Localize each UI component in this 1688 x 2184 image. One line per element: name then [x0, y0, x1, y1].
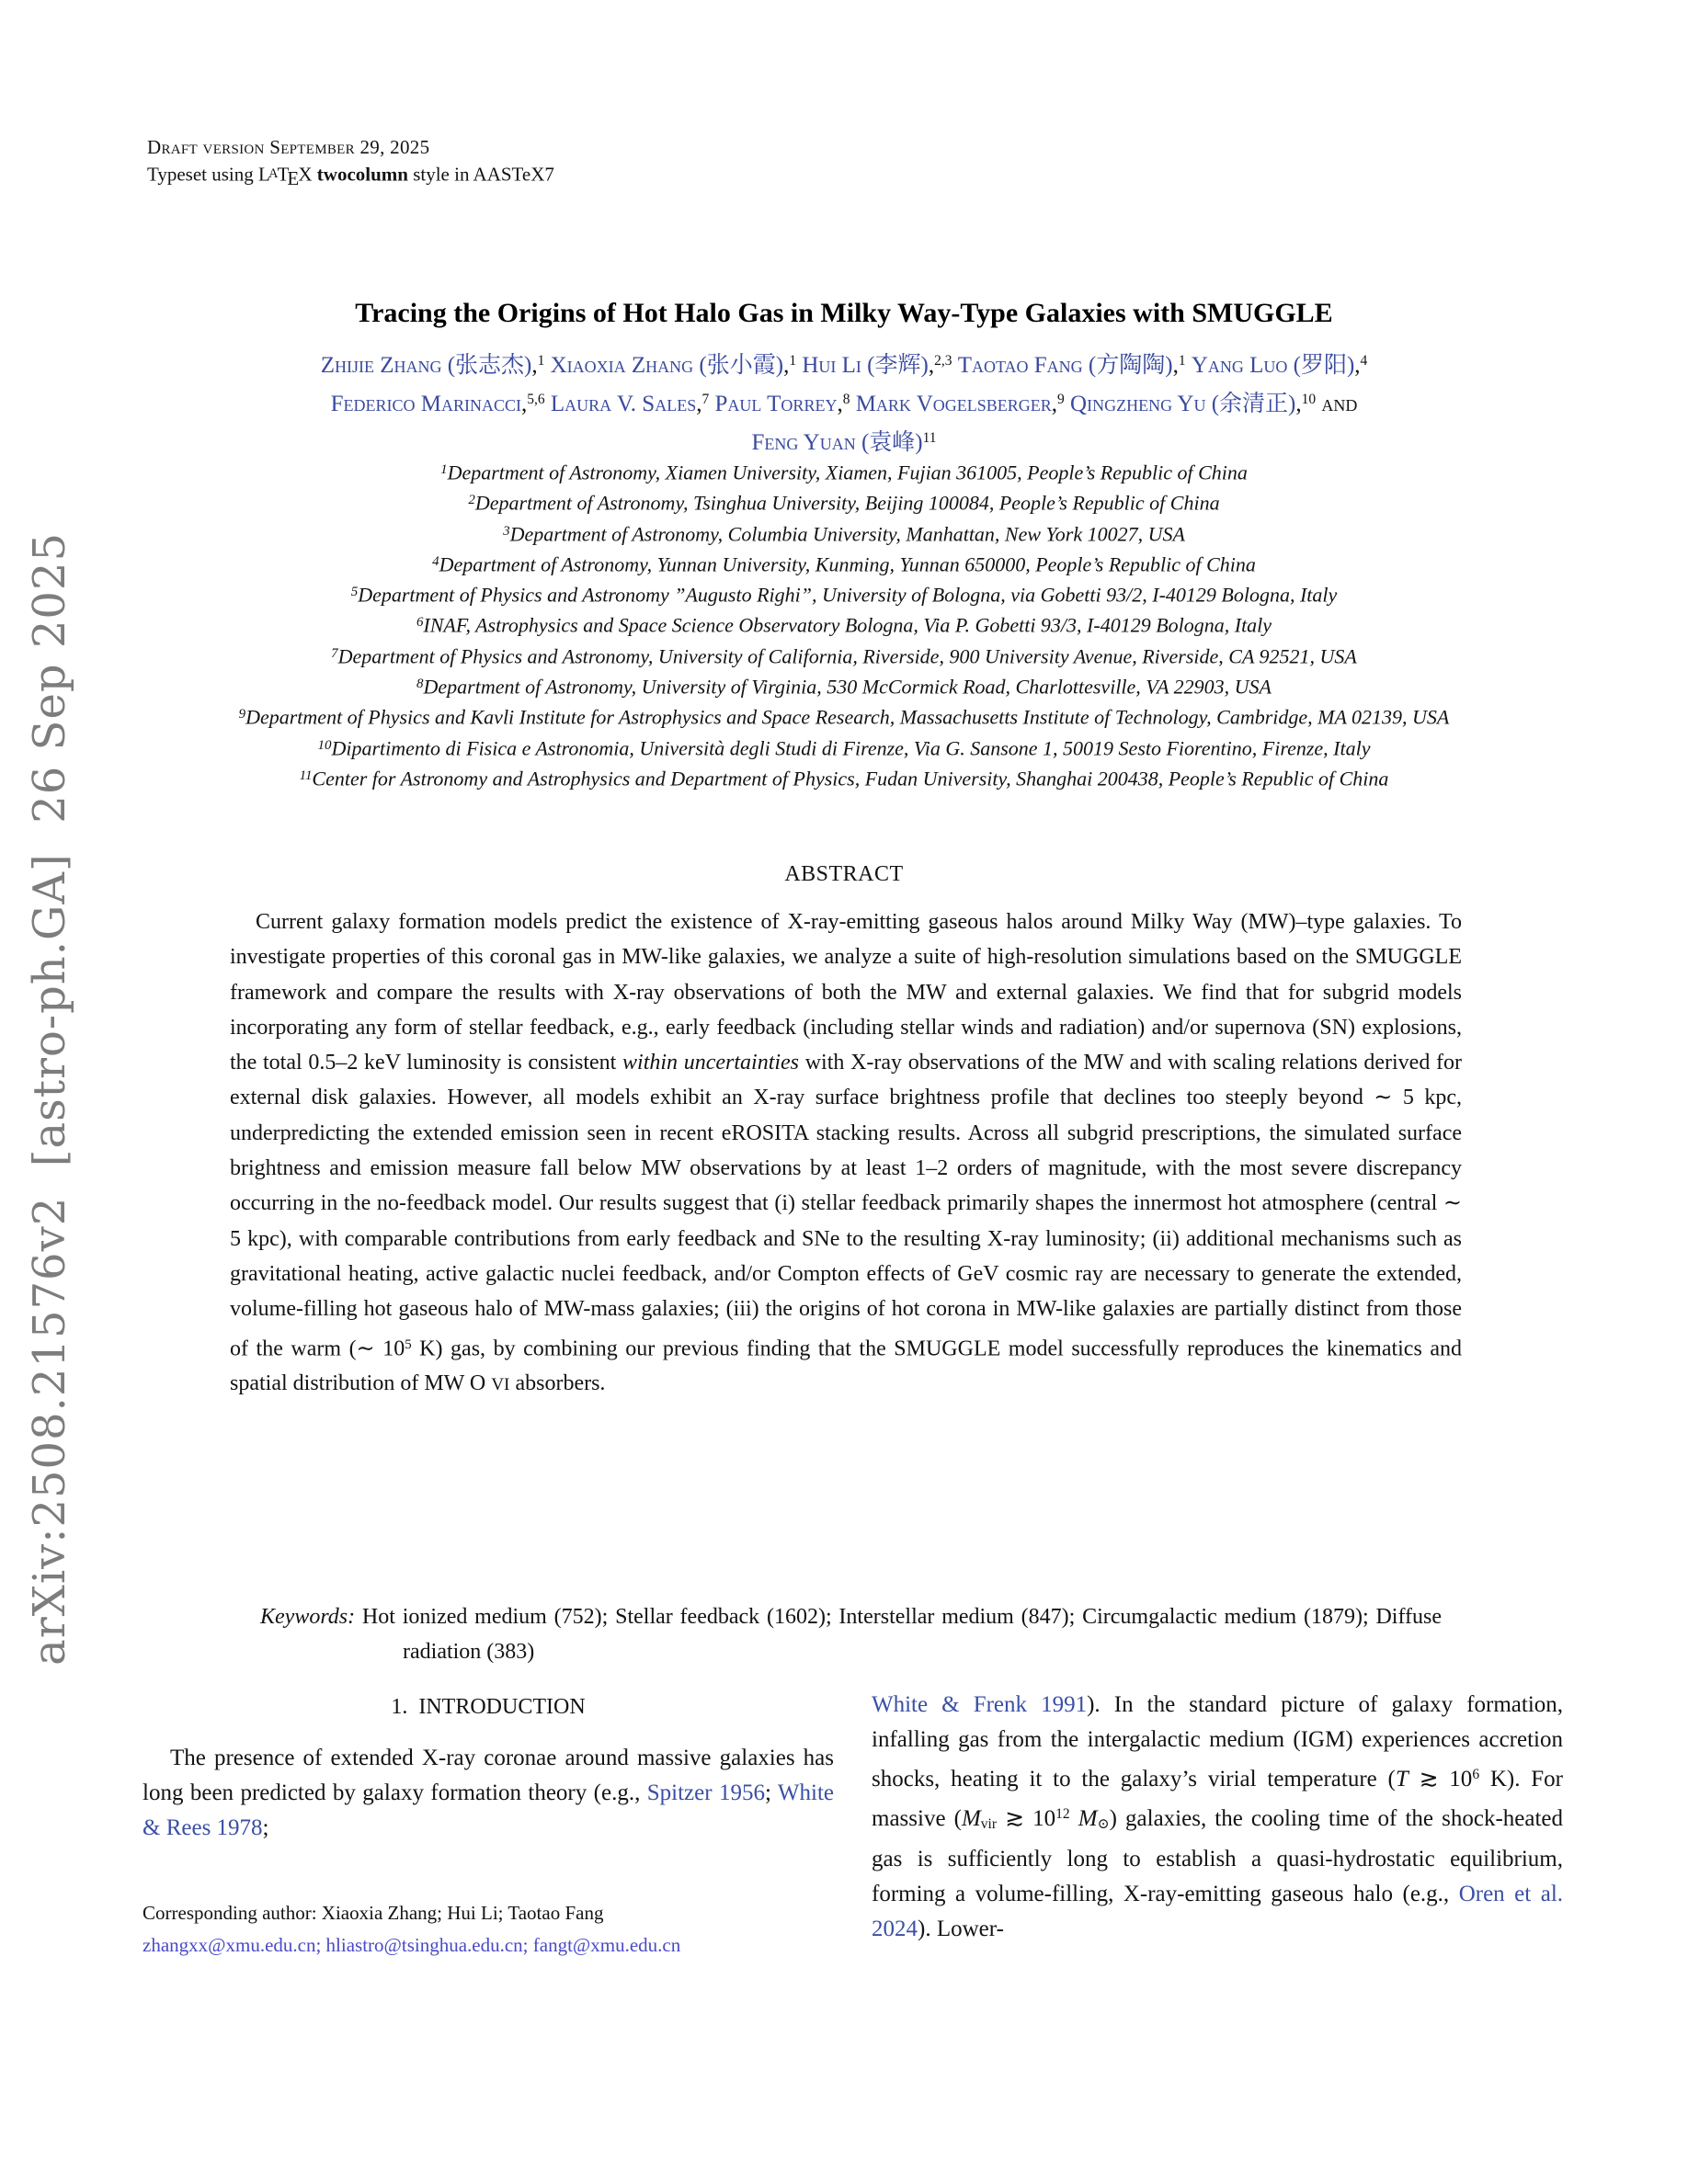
text-segment: Xiaoxia Zhang (张小霞): [550, 352, 784, 378]
text-segment: 5: [350, 585, 359, 600]
text-segment: ,: [837, 391, 843, 416]
text-segment: 5: [405, 1337, 412, 1352]
text-segment: ;: [764, 1780, 778, 1805]
text-segment: 9: [1057, 391, 1065, 407]
author-line: [101, 382, 1587, 421]
text-segment: Department of Physics and Astronomy, University of California, Riverside, 900 University Avenue, Riverside, CA 92521, USA: [337, 643, 1357, 667]
citation-link[interactable]: White & Frenk 1991: [872, 1692, 1088, 1717]
text-segment: ,: [1172, 352, 1179, 378]
text-segment: L: [258, 163, 270, 186]
citation-link[interactable]: White & Rees 1978: [143, 1780, 834, 1840]
abstract-paragraph: [230, 904, 1462, 1404]
text-segment: Zhijie Zhang (张志杰): [320, 352, 532, 378]
text-segment: 1: [789, 353, 797, 369]
text-segment: 4: [432, 553, 439, 569]
text-segment: Hot ionized medium (752); Stellar feedback (1602); Interstellar medium (847); Circumgalactic medium (1879); Diffuse radiation (383): [355, 1605, 1442, 1664]
text-segment: K) gas, by combining our previous finding that the SMUGGLE model successfully reproduces the kinematics and spatial distribution of MW O: [230, 1337, 1462, 1396]
text-segment: Hui Li (李辉): [802, 352, 929, 378]
text-segment: M: [1078, 1805, 1098, 1831]
text-segment: ,: [1354, 352, 1361, 378]
text-segment: Department of Physics and Kavli Institute for Astrophysics and Space Research, Massachusetts Institute of Technology, Cambridge, MA 02139, USA: [245, 705, 1450, 729]
text-segment: Department of Astronomy, Columbia University, Manhattan, New York 10027, USA: [509, 521, 1185, 545]
text-segment: ,: [696, 391, 702, 416]
citation-link[interactable]: Oren et al. 2024: [872, 1881, 1564, 1941]
text-segment: INAF, Astrophysics and Space Science Observatory Bologna, Via P. Gobetti 93/3, I-40129 Bologna, Italy: [423, 613, 1272, 637]
author-block: [101, 344, 1587, 459]
text-segment: 9: [238, 707, 246, 722]
affiliation-line: [127, 456, 1561, 486]
text-segment: ,: [1295, 391, 1302, 416]
text-segment: ⊙: [1097, 1815, 1110, 1832]
text-segment: ≳ 10: [997, 1805, 1056, 1831]
text-segment: 6: [416, 615, 424, 631]
text-segment: T: [277, 163, 290, 186]
text-segment: T: [1395, 1766, 1409, 1792]
text-segment: Taotao Fang (方陶陶): [957, 352, 1173, 378]
typeset-line: [147, 161, 554, 192]
text-segment: 6: [1472, 1767, 1480, 1782]
text-segment: ;: [262, 1815, 269, 1840]
text-segment: 12: [1055, 1805, 1070, 1822]
text-segment: 4: [1360, 353, 1368, 369]
text-segment: 2,3: [934, 353, 952, 369]
text-segment: Federico Marinacci: [330, 391, 522, 416]
affiliation-line: [127, 578, 1561, 609]
email-link[interactable]: zhangxx@xmu.edu.cn; hliastro@tsinghua.edu.cn; fangt@xmu.edu.cn: [143, 1934, 681, 1956]
text-segment: Department of Astronomy, Xiamen University, Xiamen, Fujian 361005, People’s Republic of China: [447, 461, 1248, 484]
text-segment: Typeset using: [147, 163, 259, 186]
author-line: [101, 421, 1587, 460]
arxiv-banner: [13, 531, 86, 1666]
text-segment: Department of Astronomy, Tsinghua University, Beijing 100084, People’s Republic of China: [474, 491, 1220, 515]
text-segment: ). In the standard picture of galaxy formation, infalling gas from the intergalactic medium (IGM) experiences accretion shocks, heating it to the galaxy’s virial temperature (: [872, 1692, 1564, 1792]
text-segment: Department of Physics and Astronomy ”Augusto Righi”, University of Bologna, via Gobetti 93/2, I-40129 Bologna, Italy: [358, 583, 1338, 607]
text-segment: X: [298, 163, 317, 186]
text-segment: 10: [317, 737, 332, 753]
text-segment: The presence of extended X-ray coronae around massive galaxies has long been predicted by galaxy formation theory (e.g.,: [143, 1746, 834, 1805]
affiliation-line: [127, 548, 1561, 578]
page-title: Tracing the Origins of Hot Halo Gas in Milky Way-Type Galaxies with SMUGGLE: [355, 298, 1333, 328]
text-segment: 8: [842, 391, 850, 407]
text-segment: Paul Torrey: [714, 391, 838, 416]
text-segment: 1: [537, 353, 545, 369]
text-segment: M: [961, 1805, 981, 1831]
text-segment: 5,6: [527, 391, 545, 407]
text-segment: 3: [503, 523, 510, 539]
text-segment: Mark Vogelsberger: [855, 391, 1052, 416]
text-segment: ,: [1051, 391, 1058, 416]
text-segment: 1: [1178, 353, 1186, 369]
text-segment: Qingzheng Yu (余清正): [1070, 391, 1296, 416]
text-segment: Feng Yuan (袁峰): [751, 429, 923, 455]
text-segment: [1070, 1806, 1078, 1831]
text-segment: 2: [468, 493, 475, 508]
intro-right-paragraph: [872, 1688, 1563, 1947]
abstract-heading: ABSTRACT: [784, 862, 904, 886]
text-segment: ,: [521, 391, 528, 416]
text-segment: ,: [783, 352, 790, 378]
text-segment: Dipartimento di Fisica e Astronomia, Università degli Studi di Firenze, Via G. Sansone 1, 50019 Sesto Fiorentino, Firenze, Italy: [331, 735, 1371, 759]
text-segment: ,: [928, 352, 935, 378]
corresponding-author-emails: [143, 1929, 834, 1962]
affiliation-line: [127, 486, 1561, 517]
text-segment: ) galaxies, the cooling time of the shock-heated gas is sufficiently long to establish a quasi-hydrostatic equilibrium, forming a volume-filling, X-ray-emitting gaseous halo (e.g.,: [872, 1805, 1564, 1906]
text-segment: 11: [299, 768, 313, 783]
text-segment: style in AASTeX7: [407, 163, 554, 186]
text-segment: ≳ 10: [1408, 1766, 1473, 1792]
affiliation-line: [127, 609, 1561, 639]
text-segment: 10: [1301, 391, 1317, 407]
text-segment: twocolumn: [316, 163, 408, 186]
text-segment: 11: [922, 429, 937, 446]
text-segment: Current galaxy formation models predict the existence of X-ray-emitting gaseous halos around Milky Way (MW)–type galaxies. To investigate properties of this coronal gas in MW-like galaxies, we analyze a suite of high-resolution simulations based on the SMUGGLE framework and compare the results with X-ray observations of both the MW and external galaxies. We find that for subgrid models incorporating any form of stellar feedback, e.g., early feedback (including stellar winds and radiation) and/or supernova (SN) explosions, the total 0.5–2 keV luminosity is consistent: [230, 910, 1462, 1075]
text-segment: 7: [331, 645, 338, 661]
text-segment: Keywords:: [260, 1605, 356, 1629]
draft-header: [147, 134, 554, 192]
affiliation-line: [127, 732, 1561, 762]
corresponding-author-block: [143, 1897, 834, 1962]
affiliation-line: [127, 700, 1561, 731]
author-line: [101, 344, 1587, 382]
draft-version-line: Draft version September 29, 2025: [147, 136, 430, 158]
text-segment: Department of Astronomy, Yunnan University, Kunming, Yunnan 650000, People’s Republic of China: [439, 552, 1256, 576]
text-segment: 1: [440, 462, 448, 477]
text-segment: Yang Luo (罗阳): [1191, 352, 1355, 378]
text-segment: absorbers.: [509, 1371, 606, 1396]
text-segment: within uncertainties: [622, 1051, 800, 1075]
text-segment: 8: [416, 676, 424, 691]
text-segment: ). Lower-: [918, 1916, 1004, 1941]
text-segment: ,: [531, 352, 538, 378]
affiliation-line: [127, 762, 1561, 792]
text-segment: K). For massive (: [872, 1766, 1564, 1831]
text-segment: with X-ray observations of the MW and with scaling relations derived for external disk galaxies. However, all models exhibit an X-ray surface brightness profile that declines too steeply beyond ∼ 5 kpc, underpredicting the extended emission seen in recent eROSITA stacking results. Across all subgrid prescriptions, the simulated surface brightness and emission measure fall below MW observations by at least 1–2 orders of magnitude, with the most severe discrepancy occurring in the no-feedback model. Our results suggest that (i) stellar feedback primarily shapes the innermost hot atmosphere (central ∼ 5 kpc), with comparable contributions from early feedback and SNe to the resulting X-ray luminosity; (ii) additional mechanisms such as gravitational heating, active galactic nuclei feedback, and/or Compton effects of GeV cosmic ray are necessary to generate the extended, volume-filling hot gaseous halo of MW-mass galaxies; (iii) the origins of hot corona in MW-like galaxies are partially distinct from those of the warm (∼ 10: [230, 1051, 1462, 1360]
keywords-block: [260, 1599, 1442, 1669]
text-segment: and: [1321, 391, 1358, 416]
text-segment: 7: [701, 391, 710, 407]
text-segment: Laura V. Sales: [550, 391, 697, 416]
section-heading-introduction: 1. INTRODUCTION: [391, 1695, 586, 1719]
affiliation-line: [127, 518, 1561, 548]
intro-left-paragraph: [143, 1741, 834, 1846]
text-segment: A: [268, 166, 279, 181]
arxiv-identifier: arXiv:2508.21576v2 [astro-ph.GA] 26 Sep 2025: [24, 531, 75, 1666]
text-segment: Department of Astronomy, University of Virginia, 530 McCormick Road, Charlottesville, VA 22903, USA: [423, 675, 1272, 699]
affiliation-block: [127, 456, 1561, 792]
text-segment: vir: [980, 1815, 998, 1832]
text-segment: Center for Astronomy and Astrophysics and Department of Physics, Fudan University, Shanghai 200438, People’s Republic of China: [312, 767, 1389, 791]
affiliation-line: [127, 670, 1561, 700]
text-segment: E: [287, 166, 300, 189]
corresponding-author-line: Corresponding author: Xiaoxia Zhang; Hui Li; Taotao Fang: [143, 1902, 604, 1924]
affiliation-line: [127, 640, 1561, 670]
citation-link[interactable]: Spitzer 1956: [646, 1780, 765, 1805]
text-segment: VI: [491, 1375, 510, 1395]
